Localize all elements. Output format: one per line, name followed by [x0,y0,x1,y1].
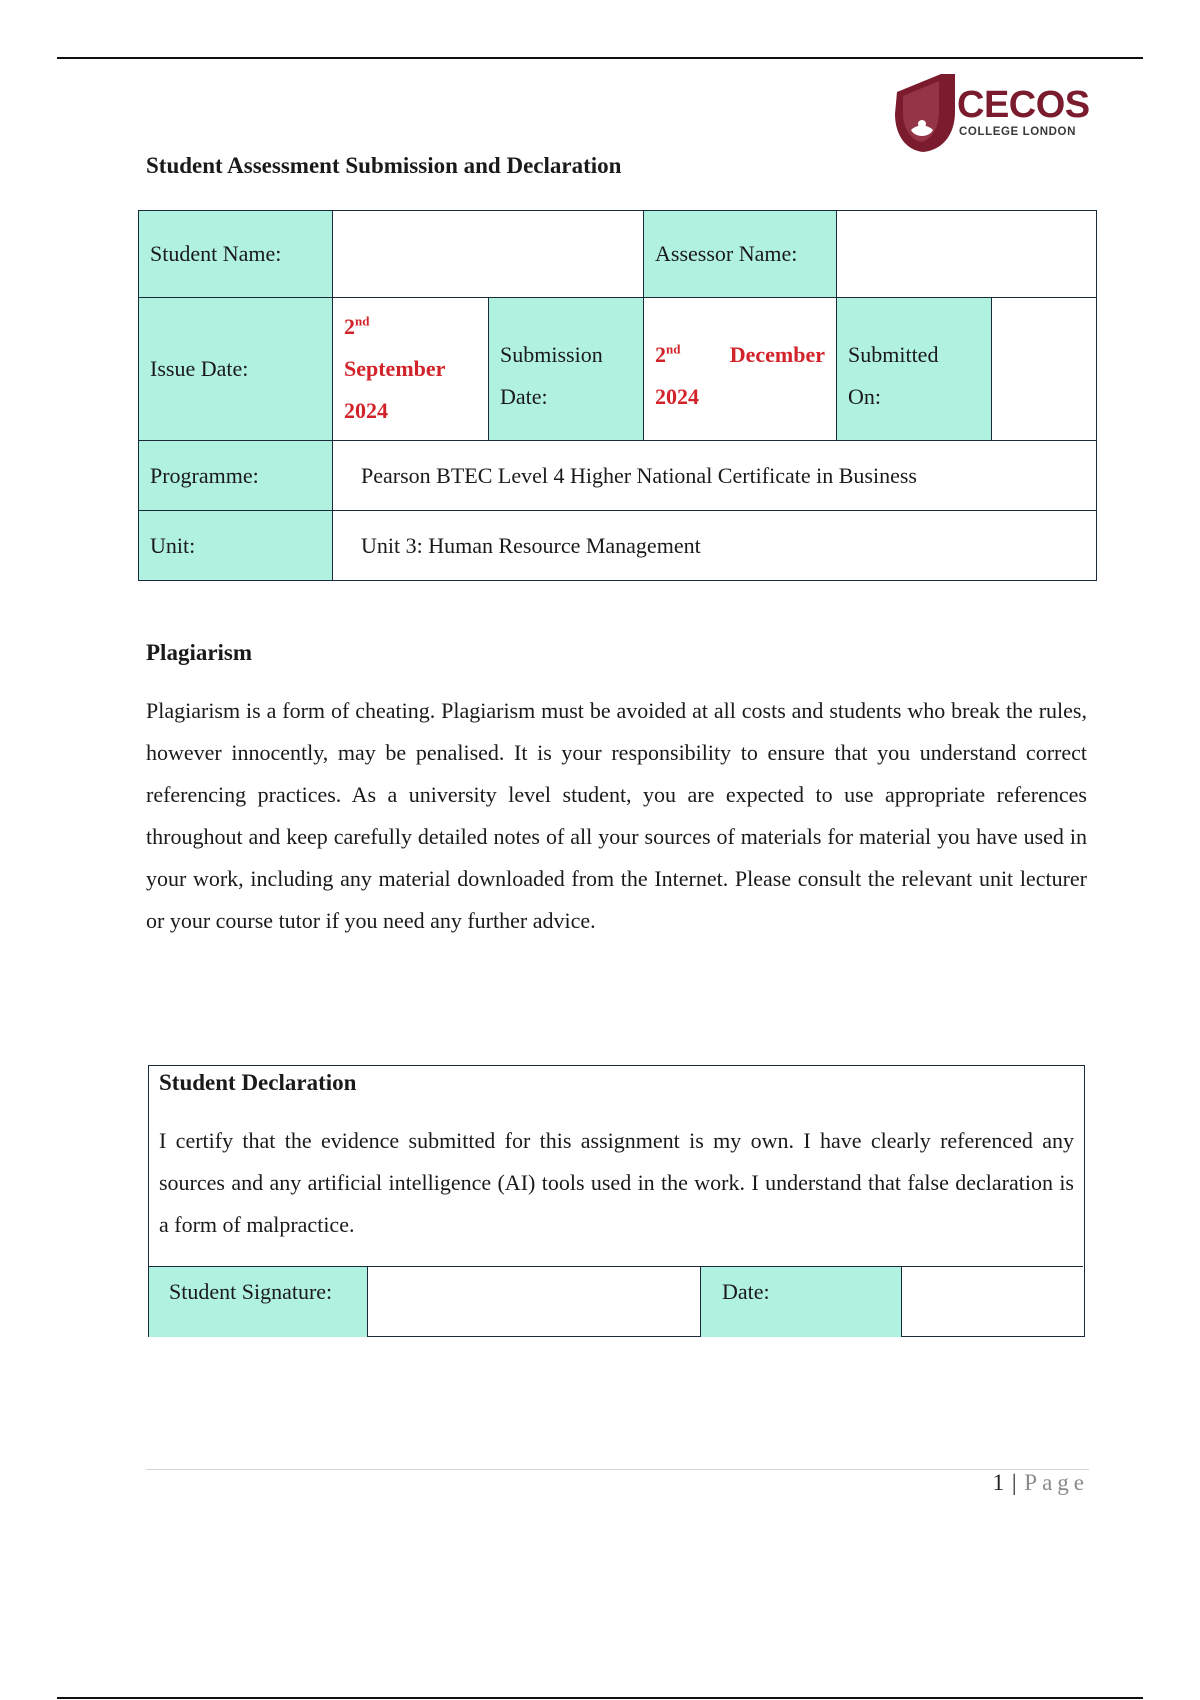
submitted-on-label [837,298,992,441]
unit-label: Unit: [139,511,333,581]
cecos-logo [893,72,1093,157]
shield-icon [893,72,955,156]
assessor-name-label: Assessor Name: [644,211,837,298]
signature-label: Student Signature: [149,1267,368,1337]
issue-date-value [333,298,489,441]
unit-value: Unit 3: Human Resource Management [333,511,1097,581]
issue-date-label: Issue Date: [139,298,333,441]
page-number [993,1470,1089,1496]
footer-rule [146,1469,1089,1470]
programme-value: Pearson BTEC Level 4 Higher National Certificate in Business [333,441,1097,511]
page-number-value: 1 [992,1470,1006,1495]
document-title: Student Assessment Submission and Declaration [146,153,622,178]
page-word: Page [1024,1470,1089,1495]
declaration-date-field[interactable] [902,1267,1083,1337]
logo-name: CECOS [957,84,1090,126]
student-declaration-box [148,1065,1085,1337]
logo-subtitle: COLLEGE LONDON [959,126,1077,138]
page-separator: | [1011,1470,1018,1495]
submitted-on-label-line2: On: [848,384,881,409]
declaration-date-label: Date: [701,1267,902,1337]
declaration-heading: Student Declaration [159,1070,357,1095]
declaration-text: I certify that the evidence submitted for this assignment is my own. I have clearly referenced any sources and any artificial intelligence (AI) tools used in the work. I understand that false declaration is a form of malpractice. [159,1128,1074,1237]
table-row [139,441,1097,511]
submitted-on-label-line1: Submitted [848,342,939,367]
submission-date-label-line1: Submission [500,342,603,367]
programme-label: Programme: [139,441,333,511]
submitted-on-field[interactable] [992,298,1097,441]
table-row [139,211,1097,298]
submission-date-year: 2024 [655,384,699,409]
table-row [139,511,1097,581]
submission-date-value [644,298,837,441]
submission-date-label [489,298,644,441]
signature-row [149,1266,1083,1337]
issue-date-day: 2nd [344,313,370,339]
student-name-field[interactable] [333,211,644,298]
submission-date-day: 2nd [655,341,681,367]
assessor-name-field[interactable] [837,211,1097,298]
student-name-label: Student Name: [139,211,333,298]
submission-date-day-month [655,334,825,376]
top-rule [57,57,1143,59]
submission-date-label-line2: Date: [500,384,548,409]
issue-date-year: 2024 [344,398,388,423]
submission-date-month: December [729,342,825,367]
bottom-rule [57,1697,1143,1699]
plagiarism-text: Plagiarism is a form of cheating. Plagiarism must be avoided at all costs and students who break the rules, however innocently, may be penalised. It is your responsibility to ensure that you understand correct referencing practices. As a university level student, you are expected to use appropriate references throughout and keep carefully detailed notes of all your sources of materials for material you have used in your work, including any material downloaded from the Internet. Please consult the relevant unit lecturer or your course tutor if you need any further advice. [146,698,1087,933]
issue-date-month: September [344,356,446,381]
plagiarism-heading: Plagiarism [146,640,253,665]
table-row [139,298,1097,441]
signature-field[interactable] [368,1267,701,1337]
assessment-info-table [138,210,1097,581]
